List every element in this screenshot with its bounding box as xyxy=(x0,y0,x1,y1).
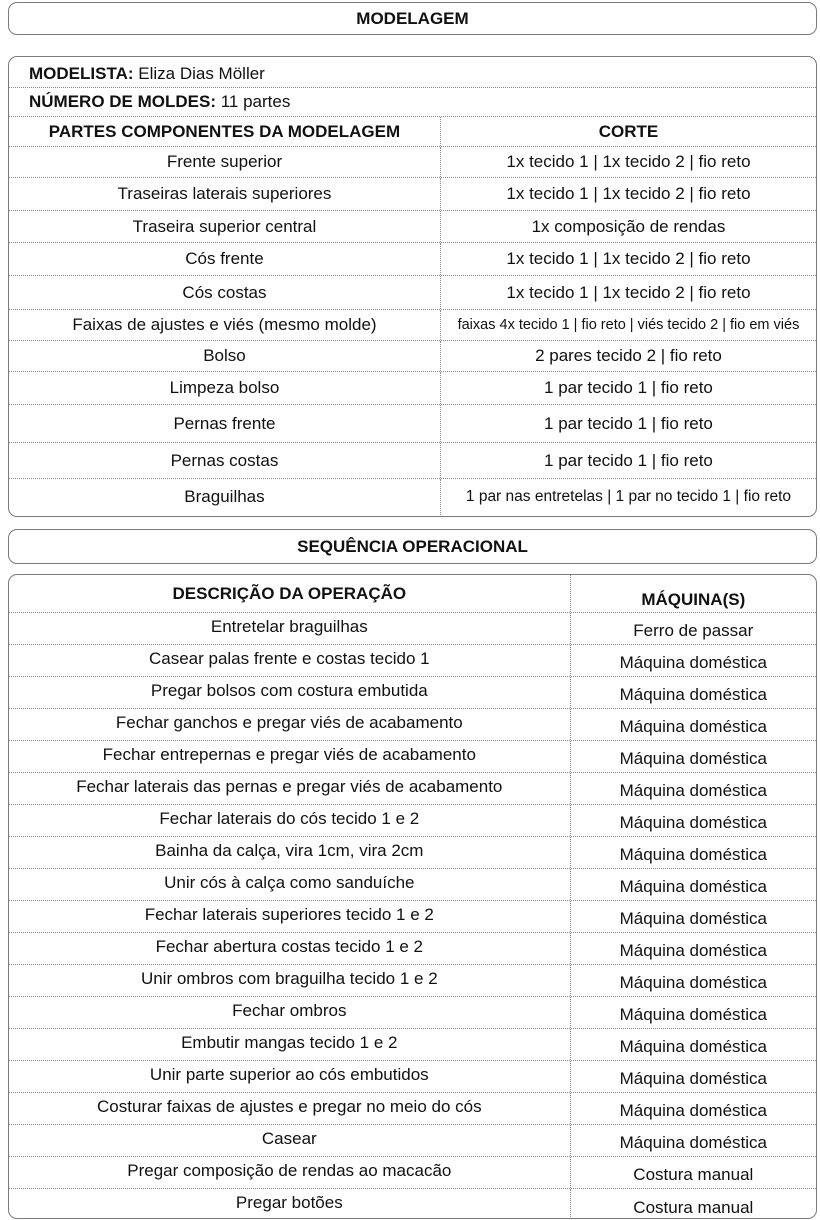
table-row xyxy=(9,901,816,933)
table-row xyxy=(9,837,816,869)
corte-cell: 1x tecido 1 | 1x tecido 2 | fio reto xyxy=(506,282,751,302)
parte-cell: Cós costas xyxy=(9,276,441,309)
parte-cell: Pernas costas xyxy=(9,443,441,478)
table-row xyxy=(9,805,816,837)
table-row xyxy=(9,741,816,773)
sequencia-header xyxy=(8,529,817,564)
table-row xyxy=(9,933,816,965)
maquina-cell: Máquina doméstica xyxy=(619,717,768,736)
maquina-cell: Máquina doméstica xyxy=(619,653,768,672)
table-row xyxy=(9,1189,816,1219)
modelagem-table xyxy=(8,56,817,517)
table-row xyxy=(9,178,816,211)
maquina-cell: Máquina doméstica xyxy=(619,1101,768,1120)
corte-cell: 1x tecido 1 | 1x tecido 2 | fio reto xyxy=(506,184,751,203)
table-row xyxy=(9,677,816,709)
operacao-cell: Pregar composição de rendas ao macacão xyxy=(9,1157,571,1188)
moldes-value: 11 partes xyxy=(220,92,291,111)
col-corte-header: CORTE xyxy=(598,121,659,141)
operacao-cell: Fechar laterais das pernas e pregar viés de acabamento xyxy=(9,773,571,804)
maquina-cell: Máquina doméstica xyxy=(619,941,768,960)
corte-cell: 1 par tecido 1 | fio reto xyxy=(544,413,713,433)
table-row xyxy=(9,1061,816,1093)
operacao-cell: Unir ombros com braguilha tecido 1 e 2 xyxy=(9,965,571,996)
table-row xyxy=(9,443,816,479)
parte-cell: Cós frente xyxy=(9,243,441,275)
maquina-cell: Máquina doméstica xyxy=(619,813,768,832)
table-row xyxy=(9,773,816,805)
corte-cell: 2 pares tecido 2 | fio reto xyxy=(535,346,722,365)
corte-cell: 1 par tecido 1 | fio reto xyxy=(544,378,713,397)
modelagem-column-header xyxy=(9,117,816,147)
col-partes-header: PARTES COMPONENTES DA MODELAGEM xyxy=(9,117,441,146)
operacao-cell: Pregar botões xyxy=(9,1189,571,1219)
parte-cell: Braguilhas xyxy=(9,479,441,515)
table-row xyxy=(9,310,816,341)
maquina-cell: Máquina doméstica xyxy=(619,749,768,768)
maquina-cell: Máquina doméstica xyxy=(619,1037,768,1056)
parte-cell: Pernas frente xyxy=(9,405,441,442)
maquina-cell: Máquina doméstica xyxy=(619,1069,768,1088)
table-row xyxy=(9,243,816,276)
table-row xyxy=(9,709,816,741)
moldes-label: NÚMERO DE MOLDES: xyxy=(29,92,216,111)
table-row xyxy=(9,1029,816,1061)
operacao-cell: Bainha da calça, vira 1cm, vira 2cm xyxy=(9,837,571,868)
corte-cell: 1x tecido 1 | 1x tecido 2 | fio reto xyxy=(506,152,751,171)
table-row xyxy=(9,405,816,443)
parte-cell: Faixas de ajustes e viés (mesmo molde) xyxy=(9,310,441,340)
operacao-cell: Fechar entrepernas e pregar viés de acabamento xyxy=(9,741,571,772)
operacao-cell: Embutir mangas tecido 1 e 2 xyxy=(9,1029,571,1060)
col-maquina-header: MÁQUINA(S) xyxy=(641,589,746,609)
modelista-label: MODELISTA: xyxy=(29,64,134,83)
maquina-cell: Costura manual xyxy=(633,1198,754,1217)
maquina-cell: Máquina doméstica xyxy=(619,685,768,704)
maquina-cell: Máquina doméstica xyxy=(619,1005,768,1024)
operacao-cell: Entretelar braguilhas xyxy=(9,613,571,644)
corte-cell: 1 par nas entretelas | 1 par no tecido 1 | fio reto xyxy=(465,488,792,505)
parte-cell: Limpeza bolso xyxy=(9,372,441,404)
maquina-cell: Máquina doméstica xyxy=(619,877,768,896)
sequencia-column-header xyxy=(9,575,816,613)
parte-cell: Bolso xyxy=(9,341,441,371)
table-row xyxy=(9,869,816,901)
maquina-cell: Ferro de passar xyxy=(633,621,754,640)
table-row xyxy=(9,372,816,405)
sequencia-table xyxy=(8,574,817,1219)
operacao-cell: Fechar ganchos e pregar viés de acabamento xyxy=(9,709,571,740)
maquina-cell: Máquina doméstica xyxy=(619,1133,768,1152)
corte-cell: faixas 4x tecido 1 | fio reto | viés tecido 2 | fio em viés xyxy=(457,317,800,333)
maquina-cell: Máquina doméstica xyxy=(619,845,768,864)
table-row xyxy=(9,613,816,645)
operacao-cell: Casear palas frente e costas tecido 1 xyxy=(9,645,571,676)
maquina-cell: Costura manual xyxy=(633,1165,754,1184)
operacao-cell: Casear xyxy=(9,1125,571,1156)
operacao-cell: Fechar laterais do cós tecido 1 e 2 xyxy=(9,805,571,836)
modelagem-header xyxy=(8,2,817,35)
corte-cell: 1 par tecido 1 | fio reto xyxy=(544,450,713,470)
operacao-cell: Fechar abertura costas tecido 1 e 2 xyxy=(9,933,571,964)
parte-cell: Traseiras laterais superiores xyxy=(9,178,441,210)
table-row xyxy=(9,645,816,677)
modelagem-title: MODELAGEM xyxy=(356,8,469,28)
modelista-row xyxy=(9,57,816,88)
maquina-cell: Máquina doméstica xyxy=(619,781,768,800)
table-row xyxy=(9,211,816,243)
moldes-row xyxy=(9,88,816,117)
parte-cell: Traseira superior central xyxy=(9,211,441,242)
table-row xyxy=(9,1125,816,1157)
corte-cell: 1x composição de rendas xyxy=(531,216,726,236)
col-descricao-header: DESCRIÇÃO DA OPERAÇÃO xyxy=(9,575,571,612)
modelista-value: Eliza Dias Möller xyxy=(138,64,265,83)
table-row xyxy=(9,147,816,178)
operacao-cell: Fechar ombros xyxy=(9,997,571,1028)
operacao-cell: Unir parte superior ao cós embutidos xyxy=(9,1061,571,1092)
corte-cell: 1x tecido 1 | 1x tecido 2 | fio reto xyxy=(506,249,751,268)
sequencia-title: SEQUÊNCIA OPERACIONAL xyxy=(297,536,528,556)
table-row xyxy=(9,479,816,515)
parte-cell: Frente superior xyxy=(9,147,441,177)
table-row xyxy=(9,997,816,1029)
table-row xyxy=(9,341,816,372)
table-row xyxy=(9,276,816,310)
maquina-cell: Máquina doméstica xyxy=(619,909,768,928)
table-row xyxy=(9,1157,816,1189)
maquina-cell: Máquina doméstica xyxy=(619,973,768,992)
operacao-cell: Fechar laterais superiores tecido 1 e 2 xyxy=(9,901,571,932)
operacao-cell: Unir cós à calça como sanduíche xyxy=(9,869,571,900)
operacao-cell: Pregar bolsos com costura embutida xyxy=(9,677,571,708)
table-row xyxy=(9,965,816,997)
table-row xyxy=(9,1093,816,1125)
operacao-cell: Costurar faixas de ajustes e pregar no meio do cós xyxy=(9,1093,571,1124)
